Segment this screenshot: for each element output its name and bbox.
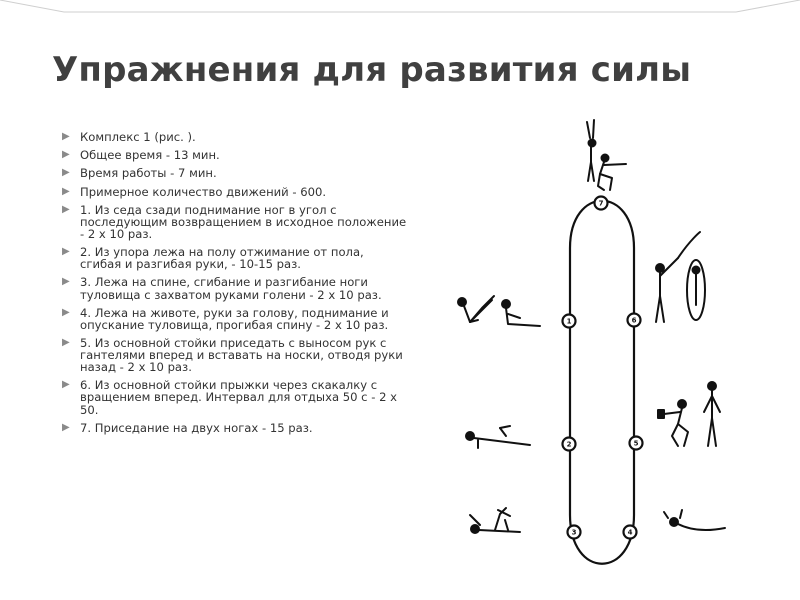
bullet-arrow-icon: ▶	[62, 167, 70, 179]
list-item	[62, 131, 407, 143]
circuit-track	[570, 201, 634, 564]
list-item	[62, 379, 407, 415]
bullet-arrow-icon: ▶	[62, 149, 70, 161]
list-item-text: Время работы - 7 мин.	[80, 166, 217, 181]
dumbbell-squat-figure	[658, 400, 688, 446]
list-item	[62, 422, 407, 434]
list-item	[62, 186, 407, 198]
list-item	[62, 246, 407, 270]
exercise-list	[62, 131, 407, 440]
circuit-training-figure	[440, 112, 780, 582]
list-item-text: 4. Лежа на животе, руки за голову, поднимание и опускание туловища, прогибая спину - 2 х 10 раз.	[80, 305, 389, 332]
slide-title: Упражнения для развития силы	[52, 50, 692, 90]
station-label-3: 3	[571, 528, 577, 537]
list-item-text: Комплекс 1 (рис. ).	[80, 130, 196, 144]
standing-dumbbell-figure	[704, 382, 720, 446]
squat-figure	[598, 155, 626, 191]
list-item-text: Примерное количество движений - 600.	[80, 184, 327, 199]
list-item	[62, 204, 407, 240]
list-item-text: 5. Из основной стойки приседать с выносом рук с гантелями вперед и вставать на носки, отводя руки назад - 2 х 10 раз.	[80, 335, 403, 375]
bullet-arrow-icon: ▶	[62, 379, 70, 391]
station-label-2: 2	[566, 440, 572, 449]
list-item-text: 1. Из седа сзади поднимание ног в угол с последующим возвращением в исходное положение - 2 х 10 раз.	[80, 202, 407, 241]
jump-rope-figure	[656, 232, 700, 322]
bullet-arrow-icon: ▶	[62, 246, 70, 258]
list-item	[62, 337, 407, 373]
list-item-text: 3. Лежа на спине, сгибание и разгибание ноги туловища с захватом руками голени - 2 х 10 раз.	[80, 275, 382, 302]
station-label-5: 5	[633, 439, 639, 448]
push-up-figure	[466, 426, 530, 448]
top-border-decoration	[0, 0, 800, 14]
seated-figure	[502, 300, 540, 326]
bullet-arrow-icon: ▶	[62, 421, 70, 433]
list-item-text: 6. Из основной стойки прыжки через скакалку с вращением вперед. Интервал для отдыха 50 с - 2 х 50.	[80, 378, 398, 417]
supine-figure	[470, 508, 520, 533]
bullet-arrow-icon: ▶	[62, 336, 70, 348]
bullet-arrow-icon: ▶	[62, 131, 70, 142]
list-item	[62, 149, 407, 161]
rope-loop	[687, 260, 705, 320]
list-item	[62, 167, 407, 179]
station-label-6: 6	[631, 316, 637, 325]
list-item-text: 2. Из упора лежа на полу отжимание от пола, сгибая и разгибая руки, - 10-15 раз.	[80, 245, 364, 272]
list-item	[62, 276, 407, 300]
list-item-text: 7. Приседание на двух ногах - 15 раз.	[80, 420, 313, 435]
prone-extension-figure	[664, 510, 725, 530]
station-label-7: 7	[598, 199, 604, 208]
bullet-arrow-icon: ▶	[62, 276, 70, 288]
standing-arms-up-figure	[587, 120, 596, 181]
bullet-arrow-icon: ▶	[62, 306, 70, 318]
station-label-1: 1	[566, 317, 572, 326]
bullet-arrow-icon: ▶	[62, 203, 70, 215]
list-item-text: Общее время - 13 мин.	[80, 148, 220, 163]
v-sit-figure	[458, 296, 494, 322]
list-item	[62, 307, 407, 331]
bullet-arrow-icon: ▶	[62, 185, 70, 197]
station-label-4: 4	[627, 528, 633, 537]
